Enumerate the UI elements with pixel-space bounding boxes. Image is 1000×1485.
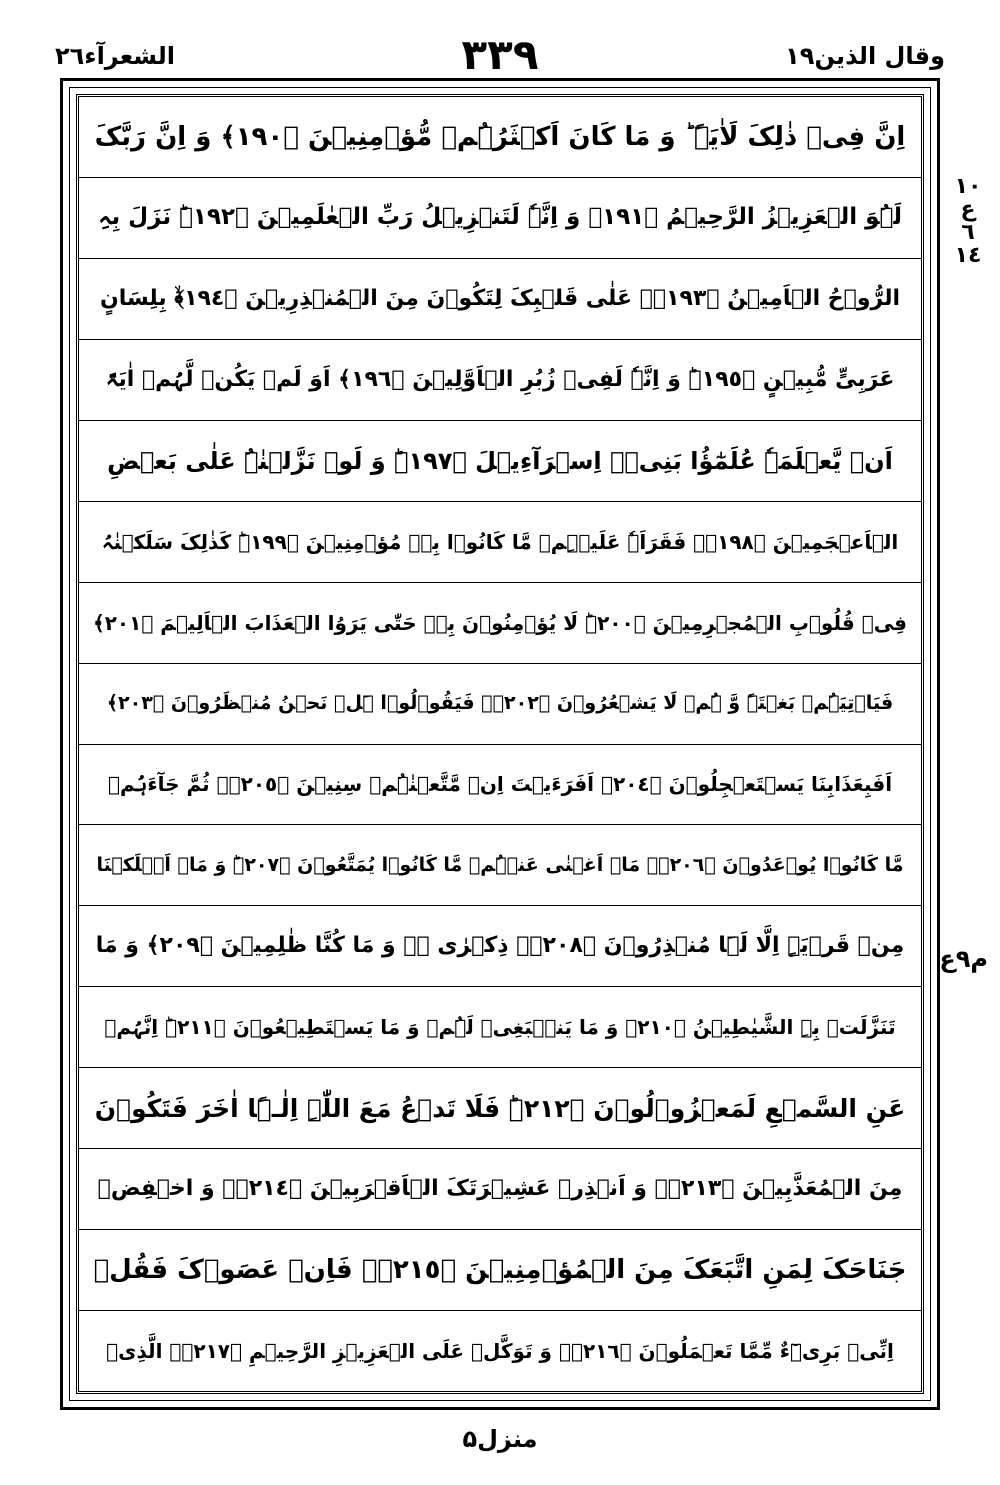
verse-line: الرُّوۡحُ الۡاَمِیۡنُ ﴿١٩٣﴾ۙ عَلٰی قَلۡبِکَ لِتَکُوۡنَ مِنَ الۡمُنۡذِرِیۡنَ ﴿١٩٤﴾ۙ بِلِسَانٍ [79, 259, 921, 340]
ruku-mark-2: ع [960, 197, 976, 223]
verse-line: اِنِّیۡ بَرِیۡٓءٌ مِّمَّا تَعۡمَلُوۡنَ ﴿٢١٦﴾ۚ وَ تَوَکَّلۡ عَلَی الۡعَزِیۡزِ الرَّحِیۡمِ ﴿٢١٧﴾ۙ الَّذِیۡ [106, 1339, 894, 1364]
verse-line: مِنۡ قَرۡیَۃٍ اِلَّا لَہَا مُنۡذِرُوۡنَ ﴿٢٠٨﴾ۛ ذِکۡرٰی ۟ۛ وَ مَا کُنَّا ظٰلِمِیۡنَ ﴿٢٠٩﴾ وَ مَا [79, 906, 921, 987]
verse-line: مِنَ الۡمُعَذَّبِیۡنَ ﴿٢١٣﴾ۚ وَ اَنۡذِرۡ عَشِیۡرَتَکَ الۡاَقۡرَبِیۡنَ ﴿٢١٤﴾ۙ وَ اخۡفِضۡ [79, 1149, 921, 1230]
juz-name-header: وقال الذين١٩ [785, 42, 945, 70]
verse-line: فَیَاۡتِیَہُمۡ بَغۡتَۃً وَّ ہُمۡ لَا یَشۡعُرُوۡنَ ﴿٢٠٢﴾ۙ فَیَقُوۡلُوۡا ہَلۡ نَحۡنُ مُنۡظَرُوۡنَ ﴿٢٠٣﴾ [79, 664, 921, 745]
verse-line: جَنَاحَکَ لِمَنِ اتَّبَعَکَ مِنَ الۡمُؤۡمِنِیۡنَ ﴿٢١٥﴾ۚ فَاِنۡ عَصَوۡکَ فَقُلۡ [79, 1230, 921, 1311]
verse-line: تَنَزَّلَتۡ بِہِ الشَّیٰطِیۡنُ ﴿٢١٠﴾ وَ مَا یَنۡۢبَغِیۡ لَہُمۡ وَ مَا یَسۡتَطِیۡعُوۡنَ ﴿٢١١﴾ؕ اِنَّہُمۡ [79, 987, 921, 1068]
page-number: ٣٣٩ [461, 30, 539, 79]
verse-line: اَفَبِعَذَابِنَا یَسۡتَعۡجِلُوۡنَ ﴿٢٠٤﴾ اَفَرَءَیۡتَ اِنۡ مَّتَّعۡنٰہُمۡ سِنِیۡنَ ﴿٢٠٥﴾ۙ ثُمَّ جَآءَہُمۡ [79, 745, 921, 826]
ruku-mark-3: ٦ [961, 220, 975, 246]
verse-line: اَنۡ یَّعۡلَمَہٗ عُلَمٰٓؤُا بَنِیۡۤ اِسۡرَآءِیۡلَ ﴿١٩٧﴾ؕ وَ لَوۡ نَزَّلۡنٰہُ عَلٰی بَعۡضِ [79, 421, 921, 502]
frame-border [69, 87, 931, 1401]
verse-line: عَنِ السَّمۡعِ لَمَعۡزُوۡلُوۡنَ ﴿٢١٢﴾ؕ فَلَا تَدۡعُ مَعَ اللّٰہِ اِلٰـہًا اٰخَرَ فَتَکُوۡنَ [79, 1068, 921, 1149]
surah-name-header: الشعرآء٢٦ [55, 42, 175, 70]
sajda-marker: م٩ع [939, 945, 988, 973]
verse-line: فِیۡ قُلُوۡبِ الۡمُجۡرِمِیۡنَ ﴿٢٠٠﴾ؕ لَا یُؤۡمِنُوۡنَ بِہٖ حَتّٰی یَرَوُا الۡعَذَابَ الۡاَلِیۡمَ ﴿٢٠١﴾ [79, 583, 921, 664]
manzil-footer: منزل۵ [462, 1425, 538, 1453]
verse-line: عَرَبِیٍّ مُّبِیۡنٍ ﴿١٩٥﴾ؕ وَ اِنَّہٗ لَفِیۡ زُبُرِ الۡاَوَّلِیۡنَ ﴿١٩٦﴾ اَوَ لَمۡ یَکُنۡ لَّہُمۡ اٰیَۃً [79, 340, 921, 421]
verse-block [76, 94, 924, 1394]
verse-line: الۡاَعۡجَمِیۡنَ ﴿١٩٨﴾ۙ فَقَرَاَہٗ عَلَیۡہِمۡ مَّا کَانُوۡا بِہٖ مُؤۡمِنِیۡنَ ﴿١٩٩﴾ؕ کَذٰلِکَ سَلَکۡنٰہُ [79, 502, 921, 583]
text-frame [60, 78, 940, 1410]
ruku-marker [944, 175, 992, 267]
page-header [0, 30, 1000, 80]
verse-line: لَہُوَ الۡعَزِیۡزُ الرَّحِیۡمُ ﴿١٩١﴾ وَ اِنَّہٗ لَتَنۡزِیۡلُ رَبِّ الۡعٰلَمِیۡنَ ﴿١٩٢﴾ؕ نَزَلَ بِہِ [79, 178, 921, 259]
verse-line: اِنَّ فِیۡ ذٰلِکَ لَاٰیَۃً ؕ وَ مَا کَانَ اَکۡثَرُہُمۡ مُّؤۡمِنِیۡنَ ﴿١٩٠﴾ وَ اِنَّ رَبَّکَ [79, 97, 921, 178]
verse-line: مَّا کَانُوۡا یُوۡعَدُوۡنَ ﴿٢٠٦﴾ۙ مَاۤ اَغۡنٰی عَنۡہُمۡ مَّا کَانُوۡا یُمَتَّعُوۡنَ ﴿٢٠٧﴾ؕ وَ مَاۤ اَہۡلَکۡنَا [79, 825, 921, 906]
ruku-mark-1: ١٠ [954, 174, 982, 199]
ruku-mark-4: ١٤ [954, 243, 982, 269]
